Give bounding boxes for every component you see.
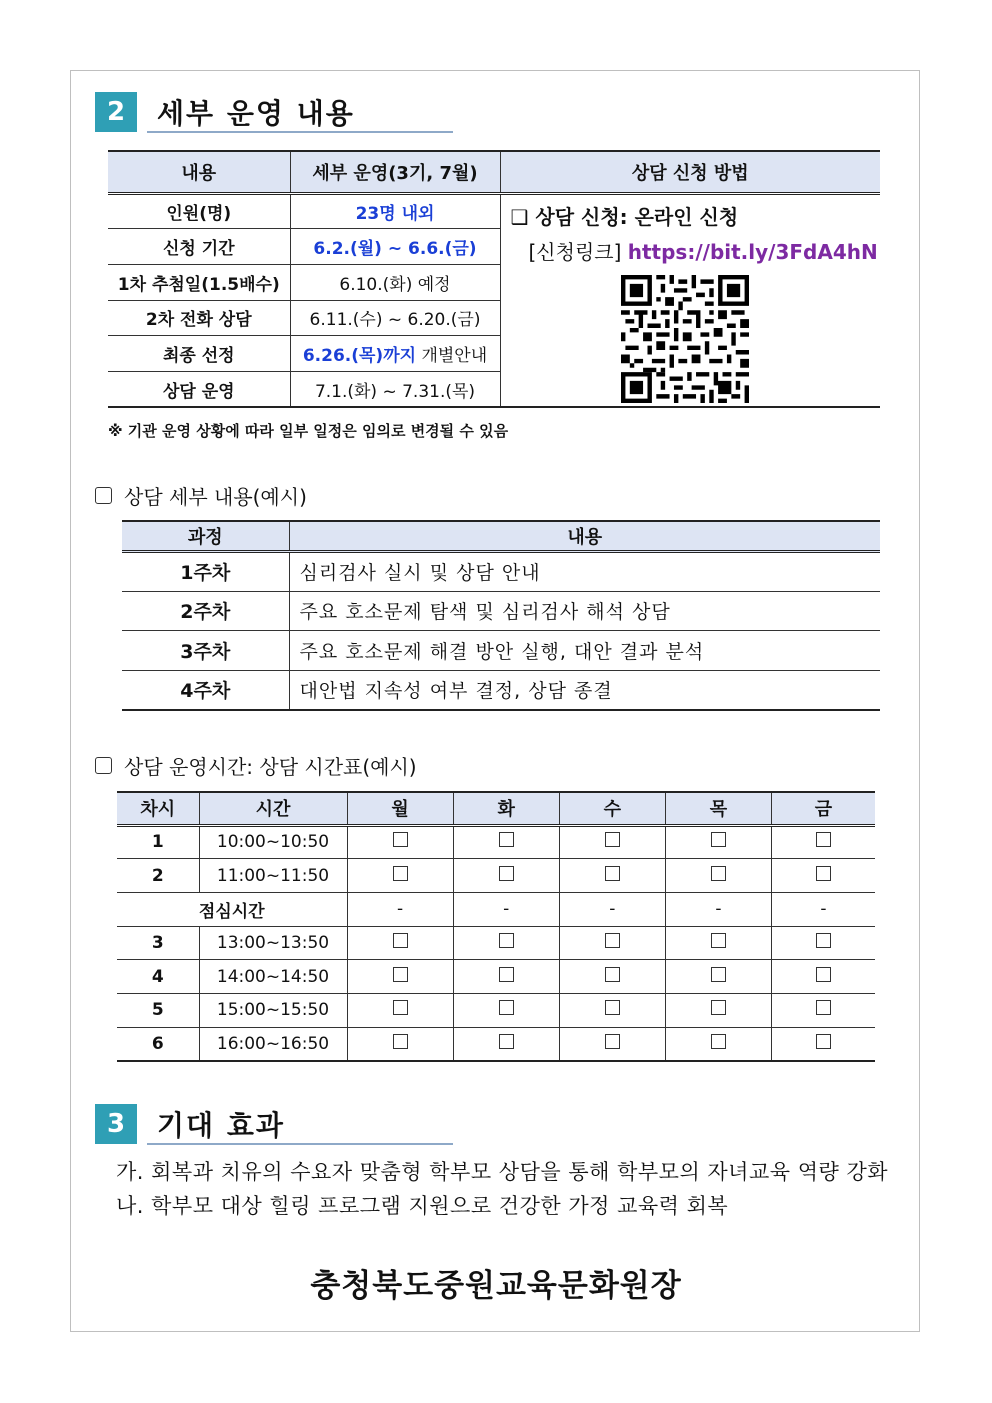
slot-cell xyxy=(559,993,665,1027)
lunch-row xyxy=(117,892,875,926)
checkbox-icon[interactable] xyxy=(605,1034,620,1049)
section-2-heading xyxy=(95,92,355,132)
final-note: 개별안내 xyxy=(416,346,488,367)
slot-cell xyxy=(559,825,665,859)
header-detail: 세부 운영(3기, 7월) xyxy=(290,151,500,193)
row-label: 인원(명) xyxy=(108,193,290,229)
row-label: 1차 추첨일(1.5배수) xyxy=(108,264,290,300)
session-cell: 3 xyxy=(117,926,199,960)
section-underline xyxy=(147,131,453,133)
content-cell: 주요 호소문제 탐색 및 심리검사 해석 상담 xyxy=(289,591,880,631)
session-cell: 6 xyxy=(117,1027,199,1061)
checkbox-icon[interactable] xyxy=(605,933,620,948)
header-course: 과정 xyxy=(122,521,289,552)
session-cell: 5 xyxy=(117,993,199,1027)
slot-cell xyxy=(347,825,453,859)
time-cell: 14:00~14:50 xyxy=(199,960,347,994)
checkbox-icon[interactable] xyxy=(499,866,514,881)
lunch-dash: - xyxy=(665,892,771,926)
slot-cell xyxy=(347,1027,453,1061)
section-title: 세부 운영 내용 xyxy=(157,97,355,130)
content-cell: 대안법 지속성 여부 결정, 상담 종결 xyxy=(289,670,880,710)
checkbox-icon[interactable] xyxy=(816,866,831,881)
row-value: 23명 내외 xyxy=(290,193,500,229)
time-cell: 16:00~16:50 xyxy=(199,1027,347,1061)
slot-cell xyxy=(665,1027,771,1061)
link-label: [신청링크] xyxy=(528,239,622,264)
checkbox-icon[interactable] xyxy=(605,866,620,881)
lunch-dash: - xyxy=(559,892,665,926)
method-cell xyxy=(500,193,880,407)
row-label: 신청 기간 xyxy=(108,229,290,265)
effects-list xyxy=(116,1155,888,1223)
method-line: ❑ 상담 신청: 온라인 신청 xyxy=(510,204,739,229)
header-content: 내용 xyxy=(289,521,880,552)
header-day: 화 xyxy=(453,792,559,825)
schedule-note: ※ 기관 운영 상황에 따라 일부 일정은 임의로 변경될 수 있음 xyxy=(108,422,509,440)
slot-cell xyxy=(453,1027,559,1061)
checkbox-icon[interactable] xyxy=(393,866,408,881)
time-cell: 10:00~10:50 xyxy=(199,825,347,859)
time-cell: 15:00~15:50 xyxy=(199,993,347,1027)
lunch-dash: - xyxy=(347,892,453,926)
slot-cell xyxy=(453,993,559,1027)
header-session: 차시 xyxy=(117,792,199,825)
subsection-title: 상담 운영시간: 상담 시간표(예시) xyxy=(124,755,417,779)
slot-cell xyxy=(771,1027,875,1061)
checkbox-icon[interactable] xyxy=(499,1000,514,1015)
slot-cell xyxy=(771,825,875,859)
checkbox-icon[interactable] xyxy=(605,967,620,982)
table-row xyxy=(117,960,875,994)
checkbox-icon[interactable] xyxy=(499,933,514,948)
table-row xyxy=(122,631,880,671)
week-cell: 2주차 xyxy=(122,591,289,631)
section-number: 2 xyxy=(95,92,137,132)
table-row xyxy=(117,1027,875,1061)
checkbox-icon xyxy=(95,757,112,774)
table-row xyxy=(117,859,875,893)
checkbox-icon[interactable] xyxy=(816,832,831,847)
week-cell: 1주차 xyxy=(122,552,289,592)
checkbox-icon[interactable] xyxy=(605,832,620,847)
slot-cell xyxy=(559,859,665,893)
header-day: 금 xyxy=(771,792,875,825)
signup-link[interactable]: https://bit.ly/3FdA4hN xyxy=(627,239,878,264)
header-method: 상담 신청 방법 xyxy=(500,151,880,193)
header-day: 월 xyxy=(347,792,453,825)
slot-cell xyxy=(347,960,453,994)
checkbox-icon[interactable] xyxy=(393,967,408,982)
slot-cell xyxy=(665,926,771,960)
section-title: 기대 효과 xyxy=(157,1109,285,1142)
slot-cell xyxy=(559,1027,665,1061)
checkbox-icon[interactable] xyxy=(711,967,726,982)
time-cell: 11:00~11:50 xyxy=(199,859,347,893)
row-label: 2차 전화 상담 xyxy=(108,300,290,336)
content-cell: 심리검사 실시 및 상담 안내 xyxy=(289,552,880,592)
slot-cell xyxy=(347,993,453,1027)
row-value: 6.10.(화) 예정 xyxy=(290,264,500,300)
slot-cell xyxy=(771,960,875,994)
final-date: 6.26.(목)까지 xyxy=(302,346,417,367)
checkbox-icon[interactable] xyxy=(711,866,726,881)
lunch-dash: - xyxy=(771,892,875,926)
method-link-row xyxy=(529,236,881,265)
timetable xyxy=(117,791,875,1062)
checkbox-icon[interactable] xyxy=(499,967,514,982)
row-value xyxy=(290,336,500,372)
row-value: 6.11.(수) ~ 6.20.(금) xyxy=(290,300,500,336)
checkbox-icon[interactable] xyxy=(499,1034,514,1049)
effect-item: 가. 회복과 치유의 수요자 맞춤형 학부모 상담을 통해 학부모의 자녀교육 역량 강화 xyxy=(116,1160,889,1184)
section-underline xyxy=(147,1143,453,1145)
checkbox-icon[interactable] xyxy=(605,1000,620,1015)
table-row xyxy=(117,926,875,960)
table-row xyxy=(122,552,880,592)
table-row xyxy=(117,825,875,859)
header-day: 목 xyxy=(665,792,771,825)
checkbox-icon[interactable] xyxy=(816,933,831,948)
slot-cell xyxy=(665,825,771,859)
checkbox-icon[interactable] xyxy=(393,1000,408,1015)
checkbox-icon[interactable] xyxy=(393,933,408,948)
content-cell: 주요 호소문제 해결 방안 실행, 대안 결과 분석 xyxy=(289,631,880,671)
section-3-heading xyxy=(95,1104,285,1144)
checkbox-icon[interactable] xyxy=(393,1034,408,1049)
slot-cell xyxy=(771,926,875,960)
slot-cell xyxy=(347,859,453,893)
content-table xyxy=(122,520,880,711)
header-day: 수 xyxy=(559,792,665,825)
issuer-signature: 충청북도중원교육문화원장 xyxy=(310,1268,682,1304)
slot-cell xyxy=(347,926,453,960)
header-content: 내용 xyxy=(108,151,290,193)
header-time: 시간 xyxy=(199,792,347,825)
subsection-heading xyxy=(95,481,307,510)
row-label: 상담 운영 xyxy=(108,371,290,407)
row-value: 6.2.(월) ~ 6.6.(금) xyxy=(290,229,500,265)
qr-code-icon[interactable] xyxy=(621,275,749,403)
subsection-title: 상담 세부 내용(예시) xyxy=(124,485,307,509)
checkbox-icon[interactable] xyxy=(711,832,726,847)
session-cell: 2 xyxy=(117,859,199,893)
session-cell: 1 xyxy=(117,825,199,859)
slot-cell xyxy=(771,859,875,893)
checkbox-icon xyxy=(95,487,112,504)
week-cell: 3주차 xyxy=(122,631,289,671)
table-row xyxy=(122,670,880,710)
schedule-table xyxy=(108,150,880,408)
checkbox-icon[interactable] xyxy=(816,1000,831,1015)
slot-cell xyxy=(453,926,559,960)
table-row xyxy=(117,993,875,1027)
row-label: 최종 선정 xyxy=(108,336,290,372)
row-value: 7.1.(화) ~ 7.31.(목) xyxy=(290,371,500,407)
session-cell: 4 xyxy=(117,960,199,994)
slot-cell xyxy=(453,859,559,893)
slot-cell xyxy=(665,859,771,893)
slot-cell xyxy=(559,960,665,994)
slot-cell xyxy=(665,960,771,994)
slot-cell xyxy=(453,825,559,859)
slot-cell xyxy=(559,926,665,960)
checkbox-icon[interactable] xyxy=(711,933,726,948)
checkbox-icon[interactable] xyxy=(816,967,831,982)
slot-cell xyxy=(771,993,875,1027)
checkbox-icon[interactable] xyxy=(816,1034,831,1049)
slot-cell xyxy=(453,960,559,994)
lunch-dash: - xyxy=(453,892,559,926)
lunch-label: 점심시간 xyxy=(117,892,347,926)
time-cell: 13:00~13:50 xyxy=(199,926,347,960)
section-number: 3 xyxy=(95,1104,137,1144)
checkbox-icon[interactable] xyxy=(393,832,408,847)
subsection-heading xyxy=(95,751,417,780)
table-row xyxy=(122,591,880,631)
checkbox-icon[interactable] xyxy=(499,832,514,847)
week-cell: 4주차 xyxy=(122,670,289,710)
checkbox-icon[interactable] xyxy=(711,1000,726,1015)
effect-item: 나. 학부모 대상 힐링 프로그램 지원으로 건강한 가정 교육력 회복 xyxy=(116,1194,729,1218)
slot-cell xyxy=(665,993,771,1027)
checkbox-icon[interactable] xyxy=(711,1034,726,1049)
